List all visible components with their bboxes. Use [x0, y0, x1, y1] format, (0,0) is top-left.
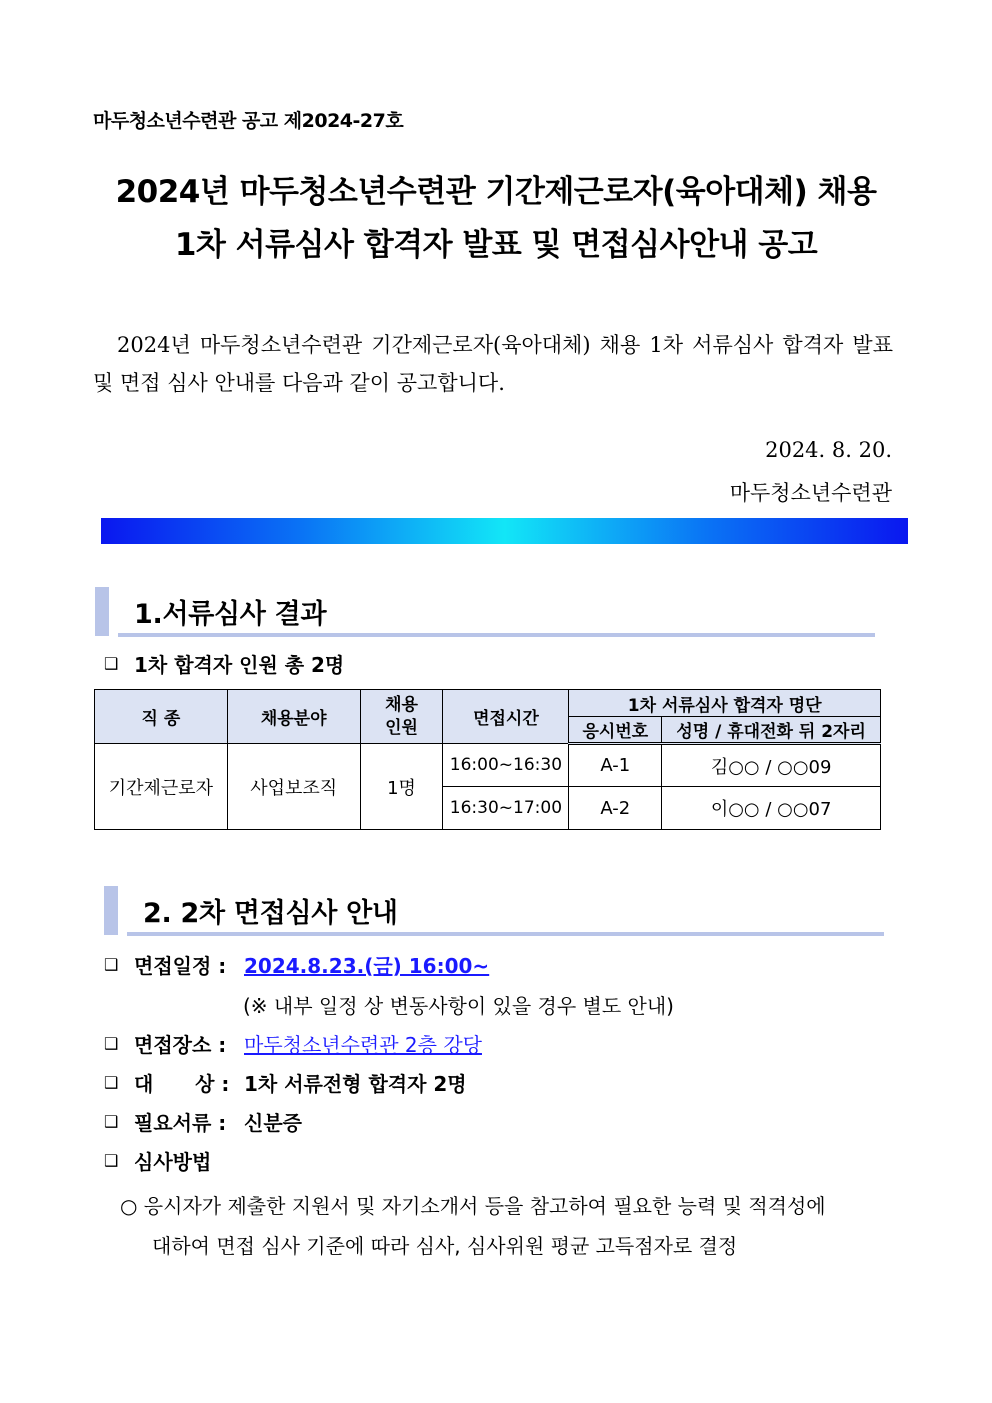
documents-item — [104, 1107, 302, 1136]
section2-marker — [104, 886, 118, 935]
section1-underline — [118, 633, 875, 637]
cell-time: 16:00~16:30 — [443, 744, 569, 787]
header-field: 채용분야 — [227, 690, 360, 744]
cell-name-phone: 이○○ / ○○07 — [662, 787, 881, 830]
method-label: 심사방법 — [134, 1150, 212, 1174]
method-text-line2: 대하여 면접 심사 기준에 따라 심사, 심사위원 평균 고득점자로 결정 — [152, 1234, 738, 1258]
cell-exam-no: A-2 — [569, 787, 662, 830]
target-label: 대 상 : — [134, 1072, 230, 1096]
cell-name-phone: 김○○ / ○○09 — [662, 744, 881, 787]
table-row — [95, 744, 881, 787]
results-table — [94, 689, 881, 830]
section1-title: 1.서류심사 결과 — [134, 599, 327, 630]
target-item — [104, 1068, 467, 1097]
header-name-phone: 성명 / 휴대전화 뒤 2자리 — [662, 717, 881, 744]
section2-underline — [127, 932, 884, 936]
notice-number: 마두청소년수련관 공고 제2024-27호 — [93, 110, 404, 132]
method-description — [120, 1186, 890, 1266]
header-count-line2: 인원 — [385, 717, 418, 738]
checkbox-bullet-icon: ❑ — [104, 1073, 119, 1092]
place-item — [104, 1029, 482, 1058]
schedule-item — [104, 950, 489, 979]
section1-bullet — [104, 649, 344, 678]
section2-title: 2. 2차 면접심사 안내 — [143, 898, 398, 929]
cell-count: 1명 — [360, 744, 443, 830]
schedule-value: 2024.8.23.(금) 16:00~ — [244, 954, 490, 978]
notice-date: 2024. 8. 20. — [765, 438, 892, 462]
checkbox-bullet-icon: ❑ — [104, 1112, 119, 1131]
checkbox-bullet-icon: ❑ — [104, 654, 119, 673]
document-title-line1: 2024년 마두청소년수련관 기간제근로자(육아대체) 채용 — [115, 174, 877, 210]
header-interview-time: 면접시간 — [443, 690, 569, 744]
documents-value: 신분증 — [244, 1111, 302, 1135]
place-label: 면접장소 : — [134, 1033, 227, 1057]
checkbox-bullet-icon: ❑ — [104, 1034, 119, 1053]
cell-job-type: 기간제근로자 — [95, 744, 228, 830]
method-item — [104, 1146, 211, 1175]
intro-paragraph — [93, 326, 893, 402]
cell-exam-no: A-1 — [569, 744, 662, 787]
header-passers-group: 1차 서류심사 합격자 명단 — [569, 690, 881, 717]
cell-time: 16:30~17:00 — [443, 787, 569, 830]
document-title-line2: 1차 서류심사 합격자 발표 및 면접심사안내 공고 — [174, 227, 818, 263]
header-count-line1: 채용 — [385, 694, 418, 715]
checkbox-bullet-icon: ❑ — [104, 955, 119, 974]
header-job-type: 직 종 — [95, 690, 228, 744]
section1-marker — [95, 587, 109, 636]
header-exam-no: 응시번호 — [569, 717, 662, 744]
organization-name: 마두청소년수련관 — [729, 481, 892, 505]
intro-text: 2024년 마두청소년수련관 기간제근로자(육아대체) 채용 1차 서류심사 합격자 발표 및 면접 심사 안내를 다음과 같이 공고합니다. — [93, 333, 893, 395]
place-value: 마두청소년수련관 2층 강당 — [244, 1033, 482, 1057]
gradient-divider — [101, 518, 908, 544]
target-value: 1차 서류전형 합격자 2명 — [244, 1072, 467, 1096]
schedule-note: (※ 내부 일정 상 변동사항이 있을 경우 별도 안내) — [243, 994, 674, 1018]
passer-count-text: 1차 합격자 인원 총 2명 — [134, 653, 345, 677]
checkbox-bullet-icon: ❑ — [104, 1151, 119, 1170]
documents-label: 필요서류 : — [134, 1111, 227, 1135]
header-count — [360, 690, 443, 744]
cell-field: 사업보조직 — [227, 744, 360, 830]
schedule-label: 면접일정 : — [134, 954, 227, 978]
method-text-line1: ○ 응시자가 제출한 지원서 및 자기소개서 등을 참고하여 필요한 능력 및 적격성에 — [120, 1194, 826, 1218]
